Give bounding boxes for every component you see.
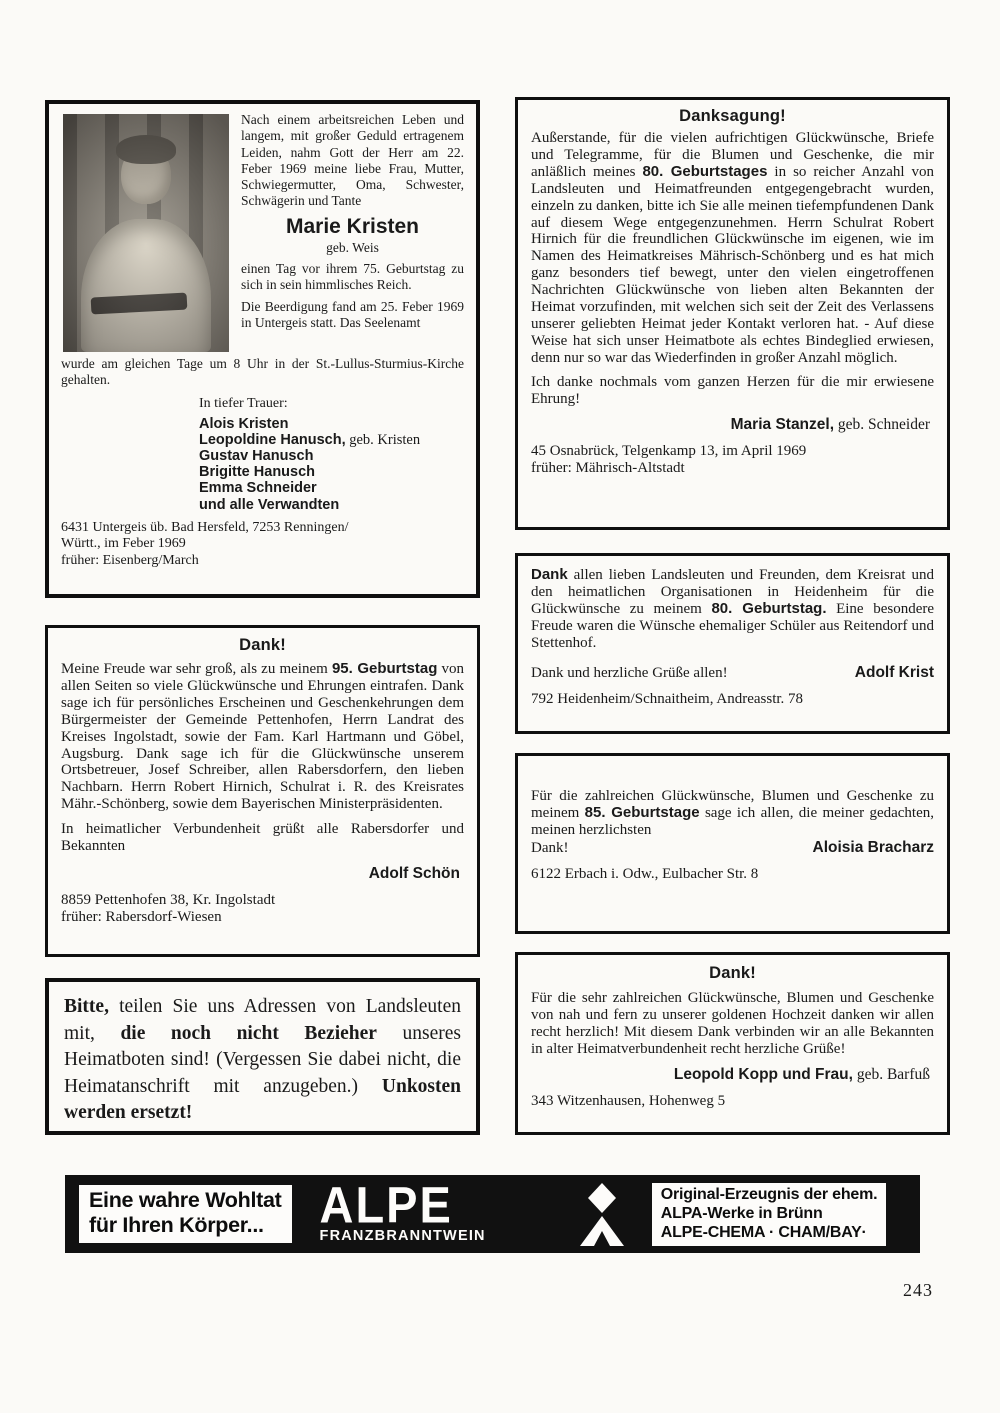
former-home-line: früher: Eisenberg/March <box>61 552 199 568</box>
signature-maiden: geb. Barfuß <box>852 1065 930 1083</box>
notice-body: Meine Freude war sehr groß, als zu meinem 95. Geburtstag von allen Seiten so viele Glückwünsche und Ehrungen eintrafen. Dank sage ich für persönliches Erscheinen und Geschenkehrungen dem Bürgermeister der Gemeinde Pettenhofen, Herrn Landrat des Kreises Ingolstadt, sowie der Fam. Karl Hartmann und Göbel, Augsburg. Dank sage ich für die Glückwünsche unserem Ortsbetreuer, Josef Schreiber, allen Rabersdorfern, den lieben Nachbarn. Herrn Robert Hirnich, Schulrat i. R. des Kreisrates Mähr.-Schönberg, sowie dem Bayerischen Ministerpräsidenten. <box>61 660 464 813</box>
closing-row <box>531 839 934 857</box>
ad-origin-text <box>652 1183 887 1246</box>
mourning-label: In tiefer Trauer: <box>199 395 288 411</box>
address-line: 6431 Untergeis üb. Bad Hersfeld, 7253 Renningen/ <box>61 519 349 535</box>
mourner-name: und alle Verwandten <box>199 496 340 513</box>
request-text: Bitte, teilen Sie uns Adressen von Landsleuten mit, die noch nicht Bezieher unseres Heimatboten sind! (Vergessen Sie dabei nicht, die Heimatanschrift mit anzugeben.) Unkosten werden ersetzt! <box>64 996 461 1123</box>
mourner-line <box>199 416 464 432</box>
mourner-name: Emma Schneider <box>199 480 317 497</box>
subscriber-request-notice <box>45 978 480 1135</box>
address-line: 45 Osnabrück, Telgenkamp 13, im April 1969 <box>531 442 807 459</box>
address-line: Württ., im Feber 1969 <box>61 536 186 552</box>
notice-title: Dank! <box>239 636 286 654</box>
notice-body: Dank allen lieben Landsleuten und Freunden, dem Kreisrat und den heimatlichen Organisationen in Heidenheim für die Glückwünsche zu meinem 80. Geburtstag. Eine besondere Freude waren die Wünsche ehemaliger Schüler aus Reitendorf und Stettenhof. <box>531 566 935 651</box>
ad-origin-line1: Original-Erzeugnis der ehem. <box>660 1185 878 1203</box>
notice-body: Für die sehr zahlreichen Glückwünsche, Blumen und Geschenke von nah und fern zu unserer goldenen Hochzeit danken wir allen recht herzlich! Mit diesem Dank verbinden wir an alle Bekannten in alter Heimatverbundenheit recht herzliche Grüße! <box>531 990 934 1057</box>
sender-address: 792 Heidenheim/Schnaitheim, Andreasstr. 78 <box>531 690 804 707</box>
deceased-name: Marie Kristen <box>285 214 420 238</box>
signature-maiden: geb. Schneider <box>834 415 930 433</box>
mourner-name: Alois Kristen <box>199 415 289 432</box>
mourner-line <box>199 448 464 464</box>
signature: Leopold Kopp und Frau, <box>673 1065 853 1083</box>
thanks-notice-schoen <box>45 625 480 957</box>
highlight-80-geburtstag: 80. Geburtstag. <box>711 599 827 617</box>
obituary-address <box>61 520 464 570</box>
thanks-notice-bracharz <box>515 753 950 934</box>
highlight-80-geburtstages: 80. Geburtstages <box>642 162 768 180</box>
obituary-intro: Nach einem arbeitsreichen Leben und langem, mit großer Geduld ertragenem Leiden, nahm Gott der Herr am 22. Feber 1969 meine liebe Frau, Mutter, Schwiegermutter, Oma, Schwester, Schwägerin und Tante <box>241 112 464 209</box>
highlight-95-geburtstag: 95. Geburtstag <box>331 660 438 677</box>
obituary-burial-text-part1: Die Beerdigung fand am 25. Feber 1969 in Untergeis statt. Das Seelenamt <box>241 298 464 330</box>
sender-address: 343 Witzenhausen, Hohenweg 5 <box>531 1092 726 1109</box>
mourner-name: Gustav Hanusch <box>199 448 314 464</box>
mourner-line <box>199 432 464 448</box>
ad-origin-line3: ALPE-CHEMA · CHAM/BAY· <box>660 1223 867 1241</box>
ad-brand-name: ALPE <box>319 1175 453 1234</box>
deceased-maiden-name: geb. Weis <box>326 239 379 255</box>
address-line: 8859 Pettenhofen 38, Kr. Ingolstadt <box>61 891 276 908</box>
notice-title: Danksagung! <box>679 107 786 125</box>
former-home-line: früher: Rabersdorf-Wiesen <box>61 908 222 925</box>
highlight-85-geburtstage: 85. Geburtstage <box>584 803 700 821</box>
ad-brand <box>319 1175 486 1244</box>
ad-tagline <box>79 1185 292 1243</box>
thanks-notice-krist <box>515 553 950 734</box>
notice-body: Für die zahlreichen Glückwünsche, Blumen und Geschenke zu meinem 85. Geburtstage sage ich allen, die meiner gedachten, meinen herzlichsten <box>531 788 934 838</box>
notice-title: Dank! <box>709 964 756 982</box>
mourner-name: Brigitte Hanusch <box>199 464 316 481</box>
ad-tagline-line1: Eine wahre Wohltat <box>89 1188 282 1212</box>
obituary-top-row <box>61 112 464 356</box>
ad-brand-product: FRANZBRANNTWEIN <box>319 1228 486 1244</box>
obituary-text-column <box>229 112 464 356</box>
closing-text: Dank! <box>531 839 569 856</box>
signature: Adolf Schön <box>368 864 460 882</box>
photo-vignette <box>63 114 229 352</box>
signature: Aloisia Bracharz <box>812 838 934 856</box>
mourner-name: Leopoldine Hanusch, <box>199 431 346 448</box>
mourner-line <box>199 464 464 480</box>
signature-line <box>531 1066 934 1084</box>
obituary-burial-text-part2: wurde am gleichen Tage um 8 Uhr in der St.-Lullus-Sturmius-Kirche gehalten. <box>61 356 464 388</box>
sender-address <box>531 443 934 477</box>
notice-body: Außerstande, für die vielen aufrichtigen Glückwünsche, Briefe und Telegramme, für die Blumen und Geschenke, die mir anläßlich meines 80. Geburtstages in so reicher Anzahl von Landsleuten und Heimatfreunden entgegengebracht wurden, einzeln zu danken, bitte ich Sie alle meinen tiefempfundenen Dank auf diesem Wege entgegenzunehmen. Herrn Schulrat Robert Hirnich für die freundlichen Glückwünsche im eigenen, wie im Namen des Heimatkreises Mährisch-Schönberg und es hat mich ganz besonders tief bewegt, unter den vielen eingetroffenen Nachrichten Glückwünsche von lieben alten Bekannten der Heimat vorzufinden, mit welchen sich seit der Zeit des Verlassens unserer geliebten Heimat jeder Kontakt verloren hat. - Auf diese Weise hat sich unser Heimatbote als echtes Bindeglied erwiesen, denn nur so war das Wiederfinden in großer Anzahl möglich. <box>531 130 935 366</box>
ad-tagline-line2: für Ihren Körper... <box>89 1213 264 1237</box>
mourner-maiden: geb. Kristen <box>345 431 421 448</box>
mourner-line <box>199 480 464 496</box>
closing-row <box>531 664 934 682</box>
alpa-a-diamond-logo-icon <box>578 1182 626 1246</box>
notice-closing: Ich danke nochmals vom ganzen Herzen für die mir erwiesene Ehrung! <box>531 373 934 407</box>
sender-address: 6122 Erbach i. Odw., Eulbacher Str. 8 <box>531 865 759 882</box>
mourner-line <box>199 497 464 513</box>
notice-greeting: In heimatlicher Verbundenheit grüßt alle Rabersdorfer und Bekannten <box>61 821 464 855</box>
thanks-notice-stanzel <box>515 97 950 530</box>
obituary-notice-kristen <box>45 100 480 598</box>
portrait-photo <box>63 114 229 352</box>
ad-origin-line2: ALPA-Werke in Brünn <box>660 1204 823 1222</box>
signature-line <box>531 416 934 434</box>
former-home-line: früher: Mährisch-Altstadt <box>531 459 685 476</box>
closing-text: Dank und herzliche Grüße allen! <box>531 664 728 681</box>
thanks-notice-kopp <box>515 952 950 1135</box>
ad-banner-alpe <box>65 1175 920 1253</box>
page-number: 243 <box>903 1280 933 1300</box>
signature: Maria Stanzel, <box>730 415 835 433</box>
obituary-passing-text: einen Tag vor ihrem 75. Geburtstag zu sich in sein himmlisches Reich. <box>241 261 464 293</box>
mourners-list <box>199 416 464 513</box>
signature: Adolf Krist <box>854 663 934 681</box>
sender-address <box>61 892 464 926</box>
